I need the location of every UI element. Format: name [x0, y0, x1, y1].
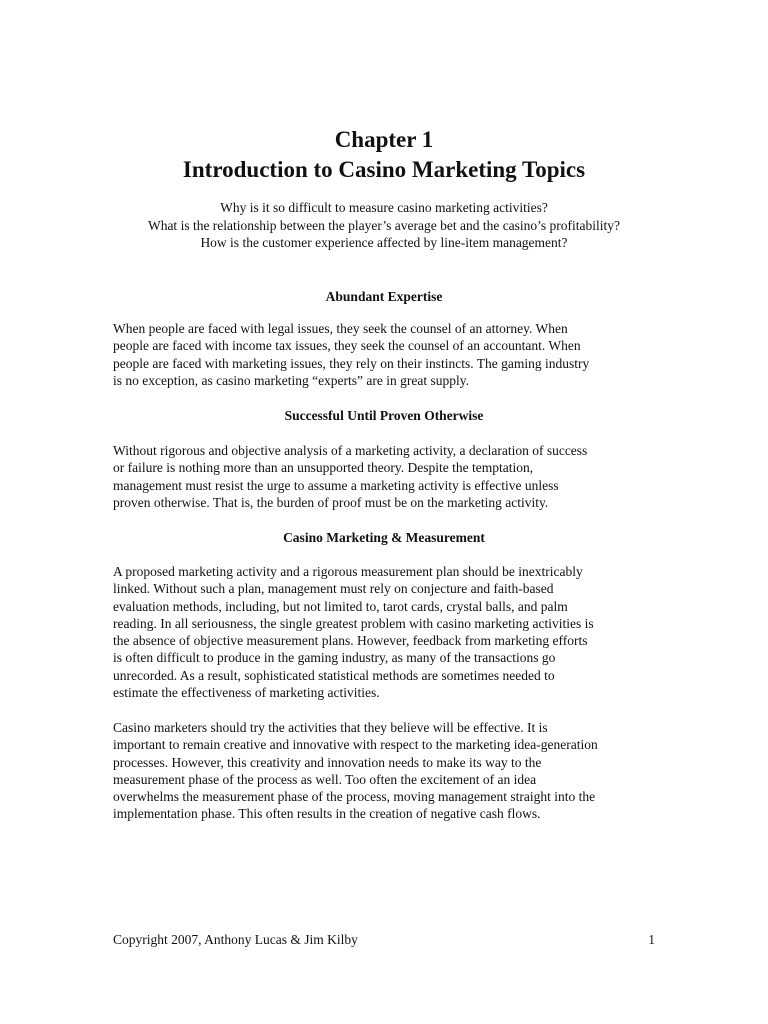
paragraph	[113, 563, 658, 701]
page-number: 1	[648, 932, 655, 947]
paragraph-line: unrecorded. As a result, sophisticated statistical methods are sometimes needed to	[113, 667, 555, 683]
paragraph-line: the absence of objective measurement plans. However, feedback from marketing efforts	[113, 633, 588, 649]
paragraph-line: A proposed marketing activity and a rigorous measurement plan should be inextricably	[113, 564, 583, 579]
paragraph-line: or failure is nothing more than an unsupported theory. Despite the temptation,	[113, 460, 534, 476]
paragraph-line: proven otherwise. That is, the burden of proof must be on the marketing activity.	[113, 494, 549, 510]
question-line: Why is it so difficult to measure casino marketing activities?	[220, 200, 548, 215]
section-heading-successful-until-proven-otherwise: Successful Until Proven Otherwise	[284, 408, 484, 423]
paragraph-line: overwhelms the measurement phase of the process, moving management straight into the	[113, 789, 596, 805]
paragraph-line: management must resist the urge to assume a marketing activity is effective unless	[113, 477, 559, 493]
paragraph	[113, 320, 658, 389]
paragraph-line: measurement phase of the process as well. Too often the excitement of an idea	[113, 771, 537, 787]
chapter-title: Introduction to Casino Marketing Topics	[182, 157, 586, 182]
paragraph-line: people are faced with marketing issues, they rely on their instincts. The gaming industry	[113, 355, 590, 371]
question-line: How is the customer experience affected by line-item management?	[200, 235, 568, 250]
chapter-questions	[0, 199, 768, 252]
paragraph-line: linked. Without such a plan, management must rely on conjecture and faith-based	[113, 581, 554, 597]
paragraph-line: processes. However, this creativity and innovation needs to make its way to the	[113, 754, 542, 770]
question-line: What is the relationship between the player’s average bet and the casino’s profitability?	[147, 217, 621, 233]
chapter-number: Chapter 1	[334, 127, 434, 152]
paragraph-line: Without rigorous and objective analysis of a marketing activity, a declaration of success	[113, 443, 588, 458]
paragraph-line: important to remain creative and innovative with respect to the marketing idea-generation	[113, 737, 598, 753]
section-heading-casino-marketing-measurement: Casino Marketing & Measurement	[283, 530, 485, 545]
paragraph-line: implementation phase. This often results in the creation of negative cash flows.	[113, 806, 541, 822]
paragraph-line: When people are faced with legal issues, they seek the counsel of an attorney. When	[113, 321, 568, 336]
chapter-heading	[0, 125, 768, 185]
paragraph-line: evaluation methods, including, but not limited to, tarot cards, crystal balls, and palm	[113, 598, 568, 614]
copyright-notice: Copyright 2007, Anthony Lucas & Jim Kilby	[113, 932, 358, 947]
paragraph-line: is often difficult to produce in the gaming industry, as many of the transactions go	[113, 650, 556, 666]
paragraph	[113, 442, 658, 511]
paragraph-line: estimate the effectiveness of marketing activities.	[113, 685, 380, 701]
paragraph-line: reading. In all seriousness, the single greatest problem with casino marketing activities is	[113, 615, 594, 631]
paragraph	[113, 719, 658, 823]
section-heading-abundant-expertise: Abundant Expertise	[325, 289, 443, 304]
paragraph-line: is no exception, as casino marketing “experts” are in great supply.	[113, 372, 470, 388]
paragraph-line: people are faced with income tax issues, they seek the counsel of an accountant. When	[113, 338, 581, 354]
paragraph-line: Casino marketers should try the activities that they believe will be effective. It is	[113, 720, 548, 735]
